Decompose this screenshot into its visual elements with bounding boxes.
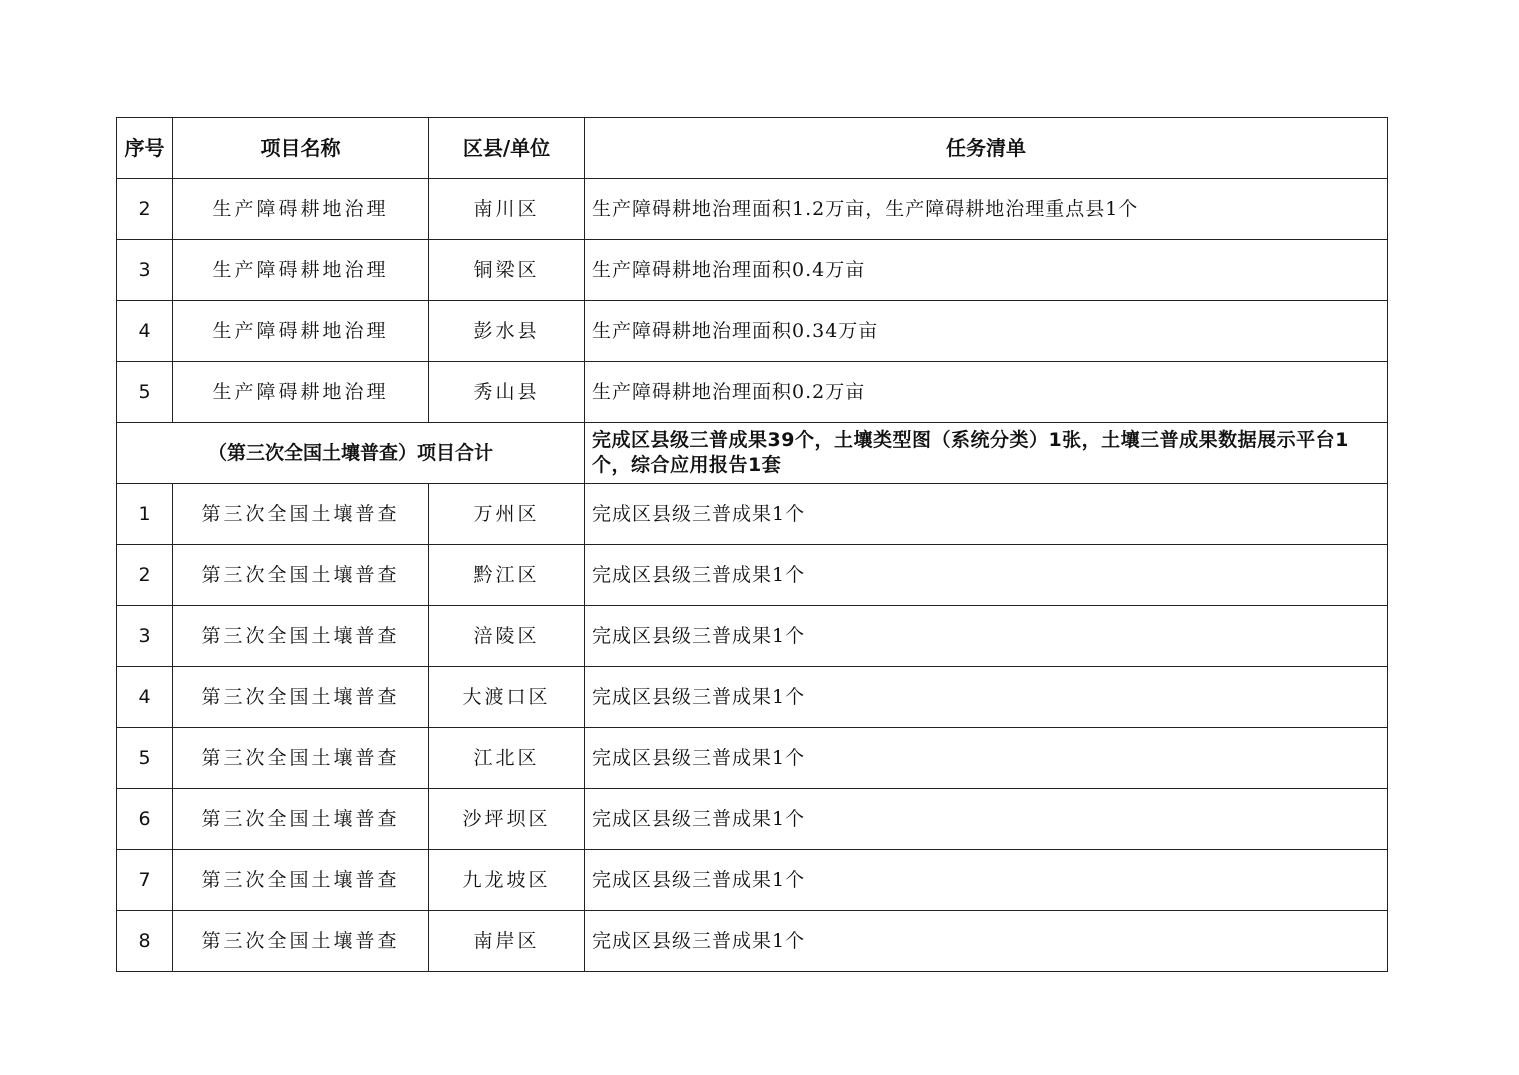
row-unit: 彭水县	[429, 301, 585, 362]
row-task: 生产障碍耕地治理面积0.34万亩	[585, 301, 1388, 362]
table-row	[117, 240, 1388, 301]
row-unit: 铜梁区	[429, 240, 585, 301]
header-project-name: 项目名称	[173, 118, 429, 179]
row-seq: 4	[117, 301, 173, 362]
row-unit: 九龙坡区	[429, 850, 585, 911]
row-seq: 3	[117, 606, 173, 667]
row-task: 完成区县级三普成果1个	[585, 484, 1388, 545]
row-unit: 涪陵区	[429, 606, 585, 667]
row-unit: 南岸区	[429, 911, 585, 972]
row-seq: 2	[117, 545, 173, 606]
row-project-name: 第三次全国土壤普查	[173, 667, 429, 728]
row-task: 完成区县级三普成果1个	[585, 850, 1388, 911]
row-unit: 万州区	[429, 484, 585, 545]
row-task: 生产障碍耕地治理面积1.2万亩，生产障碍耕地治理重点县1个	[585, 179, 1388, 240]
header-seq: 序号	[117, 118, 173, 179]
header-unit: 区县/单位	[429, 118, 585, 179]
table-row	[117, 789, 1388, 850]
row-project-name: 生产障碍耕地治理	[173, 240, 429, 301]
row-task: 生产障碍耕地治理面积0.4万亩	[585, 240, 1388, 301]
table-row	[117, 667, 1388, 728]
row-project-name: 第三次全国土壤普查	[173, 545, 429, 606]
row-seq: 1	[117, 484, 173, 545]
row-unit: 南川区	[429, 179, 585, 240]
row-seq: 5	[117, 728, 173, 789]
row-unit: 黔江区	[429, 545, 585, 606]
table-row	[117, 545, 1388, 606]
row-task: 完成区县级三普成果1个	[585, 911, 1388, 972]
row-project-name: 第三次全国土壤普查	[173, 911, 429, 972]
row-project-name: 第三次全国土壤普查	[173, 850, 429, 911]
table-header-row	[117, 118, 1388, 179]
table-row	[117, 911, 1388, 972]
row-seq: 3	[117, 240, 173, 301]
table-row	[117, 606, 1388, 667]
row-seq: 7	[117, 850, 173, 911]
row-seq: 8	[117, 911, 173, 972]
row-task: 完成区县级三普成果1个	[585, 545, 1388, 606]
table-row	[117, 362, 1388, 423]
row-task: 完成区县级三普成果1个	[585, 606, 1388, 667]
row-project-name: 第三次全国土壤普查	[173, 484, 429, 545]
row-task: 完成区县级三普成果1个	[585, 667, 1388, 728]
row-unit: 沙坪坝区	[429, 789, 585, 850]
row-seq: 6	[117, 789, 173, 850]
row-unit: 江北区	[429, 728, 585, 789]
row-task: 完成区县级三普成果1个	[585, 728, 1388, 789]
header-tasks: 任务清单	[585, 118, 1388, 179]
row-project-name: 生产障碍耕地治理	[173, 179, 429, 240]
table-row	[117, 728, 1388, 789]
row-unit: 秀山县	[429, 362, 585, 423]
row-seq: 5	[117, 362, 173, 423]
table-row	[117, 301, 1388, 362]
row-seq: 2	[117, 179, 173, 240]
row-project-name: 第三次全国土壤普查	[173, 606, 429, 667]
row-project-name: 第三次全国土壤普查	[173, 789, 429, 850]
subtotal-label: （第三次全国土壤普查）项目合计	[117, 423, 585, 484]
table-row	[117, 850, 1388, 911]
subtotal-row	[117, 423, 1388, 484]
table-row	[117, 484, 1388, 545]
row-project-name: 生产障碍耕地治理	[173, 362, 429, 423]
row-seq: 4	[117, 667, 173, 728]
row-task: 完成区县级三普成果1个	[585, 789, 1388, 850]
row-project-name: 生产障碍耕地治理	[173, 301, 429, 362]
table-row	[117, 179, 1388, 240]
row-unit: 大渡口区	[429, 667, 585, 728]
task-list-table	[116, 117, 1388, 972]
subtotal-task: 完成区县级三普成果39个，土壤类型图（系统分类）1张，土壤三普成果数据展示平台1个，综合应用报告1套	[585, 423, 1388, 484]
row-project-name: 第三次全国土壤普查	[173, 728, 429, 789]
row-task: 生产障碍耕地治理面积0.2万亩	[585, 362, 1388, 423]
